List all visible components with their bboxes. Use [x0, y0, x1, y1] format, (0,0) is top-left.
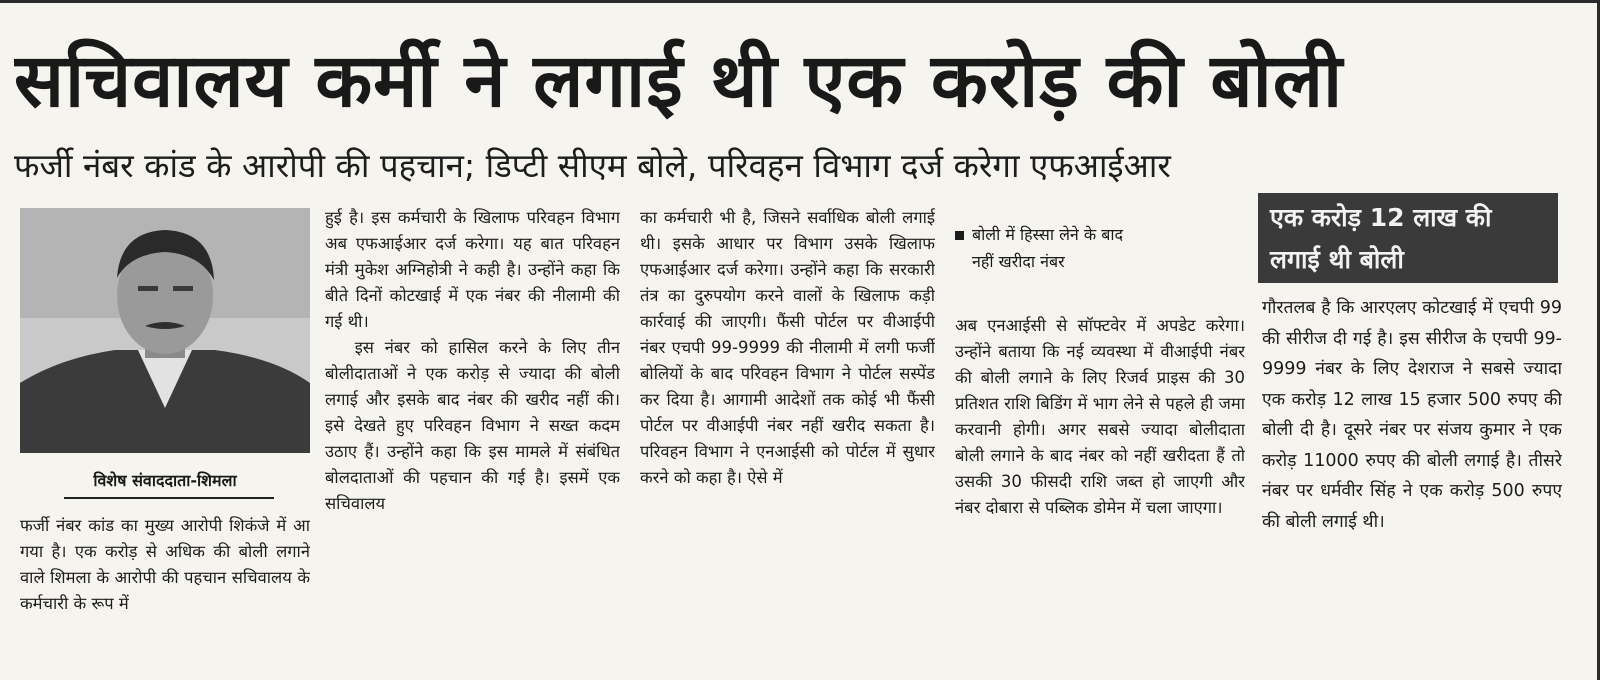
- portrait-photo: [20, 208, 310, 453]
- paragraph: अब एनआईसी से सॉफ्टवेर में अपडेट करेगा। उन्होंने बताया कि नई व्यवस्था में वीआईपी नंबर की बोली लगाने के लिए रिजर्व प्राइस की 30 प्रतिशत राशि बिडिंग में भाग लेने से पहले ही जमा करवानी होगी। अगर सबसे ज्यादा बोलीदाता बोली लगाने के बाद नंबर को नहीं खरीदता हैं तो उसकी 30 फीसदी राशि जब्त हो जाएगी और नंबर दोबारा से पब्लिक डोमेन में चला जाएगा।: [955, 316, 1245, 517]
- article-column-4: [955, 313, 1245, 673]
- byline: विशेष संवाददाता-शिमला: [93, 471, 237, 490]
- paragraph: गौरतलब है कि आरएलए कोटखाई में एचपी 99 की सीरीज दी गई है। इस सीरीज के एचपी 99-9999 नंबर के लिए देशराज ने सबसे ज्यादा एक करोड़ 12 लाख 15 हजार 500 रुपए की बोली दी है। दूसरे नंबर पर संजय कुमार ने एक करोड़ 11000 रुपए की बोली लगाई है। तीसरे नंबर पर धर्मवीर सिंह ने एक करोड़ 500 रुपए की बोली लगाई थी।: [1262, 298, 1562, 532]
- paragraph: का कर्मचारी भी है, जिसने सर्वाधिक बोली लगाई थी। इसके आधार पर विभाग उसके खिलाफ एफआईआर दर्ज करेगा। उन्होंने कहा कि सरकारी तंत्र का दुरुपयोग करने वालों के खिलाफ कड़ी कार्रवाई की जाएगी। फैंसी पोर्टल पर वीआईपी नंबर एचपी 99-9999 की नीलामी में लगी फर्जी बोलियों के बाद परिवहन विभाग ने पोर्टल सस्पेंड कर दिया है। आगामी आदेशों तक कोई भी फैंसी पोर्टल पर वीआईपी नंबर नहीं खरीद सकता है। परिवहन विभाग ने एनआईसी को पोर्टल में सुधार करने को कहा है। ऐसे में: [640, 208, 935, 487]
- sidebar-heading-line-1: एक करोड़ 12 लाख की: [1270, 203, 1492, 232]
- subheadline: फर्जी नंबर कांड के आरोपी की पहचान; डिप्टी सीएम बोले, परिवहन विभाग दर्ज करेगा एफआईआर: [14, 146, 1171, 185]
- paragraph: इस नंबर को हासिल करने के लिए तीन बोलीदाताओं ने एक करोड़ से ज्यादा की बोली लगाई और इसके बाद नंबर की खरीद नहीं की। इसे देखते हुए परिवहन विभाग ने सख्त कदम उठाए हैं। उन्होंने कहा कि इस मामले में संबंधित बोलदाताओं की पहचान की गई है। इसमें एक सचिवालय: [325, 338, 620, 513]
- headline: सचिवालय कर्मी ने लगाई थी एक करोड़ की बोली: [14, 38, 1344, 124]
- sidebar-heading-line-2: लगाई थी बोली: [1270, 245, 1404, 274]
- paragraph: हुई है। इस कर्मचारी के खिलाफ परिवहन विभाग अब एफआईआर दर्ज करेगा। यह बात परिवहन मंत्री मुकेश अग्निहोत्री ने कही है। उन्होंने कहा कि बीते दिनों कोटखाई में एक नंबर की नीलामी की गई थी।: [325, 208, 620, 331]
- article-column-1: [20, 513, 310, 673]
- byline-divider: [64, 497, 274, 499]
- square-bullet-icon: [955, 231, 964, 240]
- sidebar-body: [1262, 293, 1562, 673]
- sidebar-heading: [1258, 193, 1558, 283]
- bullet-subhead: [955, 221, 1215, 281]
- article-column-2: [325, 205, 620, 675]
- person-portrait-icon: [20, 208, 310, 453]
- bullet-line-1: बोली में हिस्सा लेने के बाद: [972, 225, 1124, 244]
- paragraph: फर्जी नंबर कांड का मुख्य आरोपी शिकंजे में आ गया है। एक करोड़ से अधिक की बोली लगाने वाले शिमला के आरोपी की पहचान सचिवालय के कर्मचारी के रूप में: [20, 516, 310, 613]
- article-column-3: [640, 205, 935, 675]
- bullet-line-2: नहीं खरीदा नंबर: [972, 252, 1065, 271]
